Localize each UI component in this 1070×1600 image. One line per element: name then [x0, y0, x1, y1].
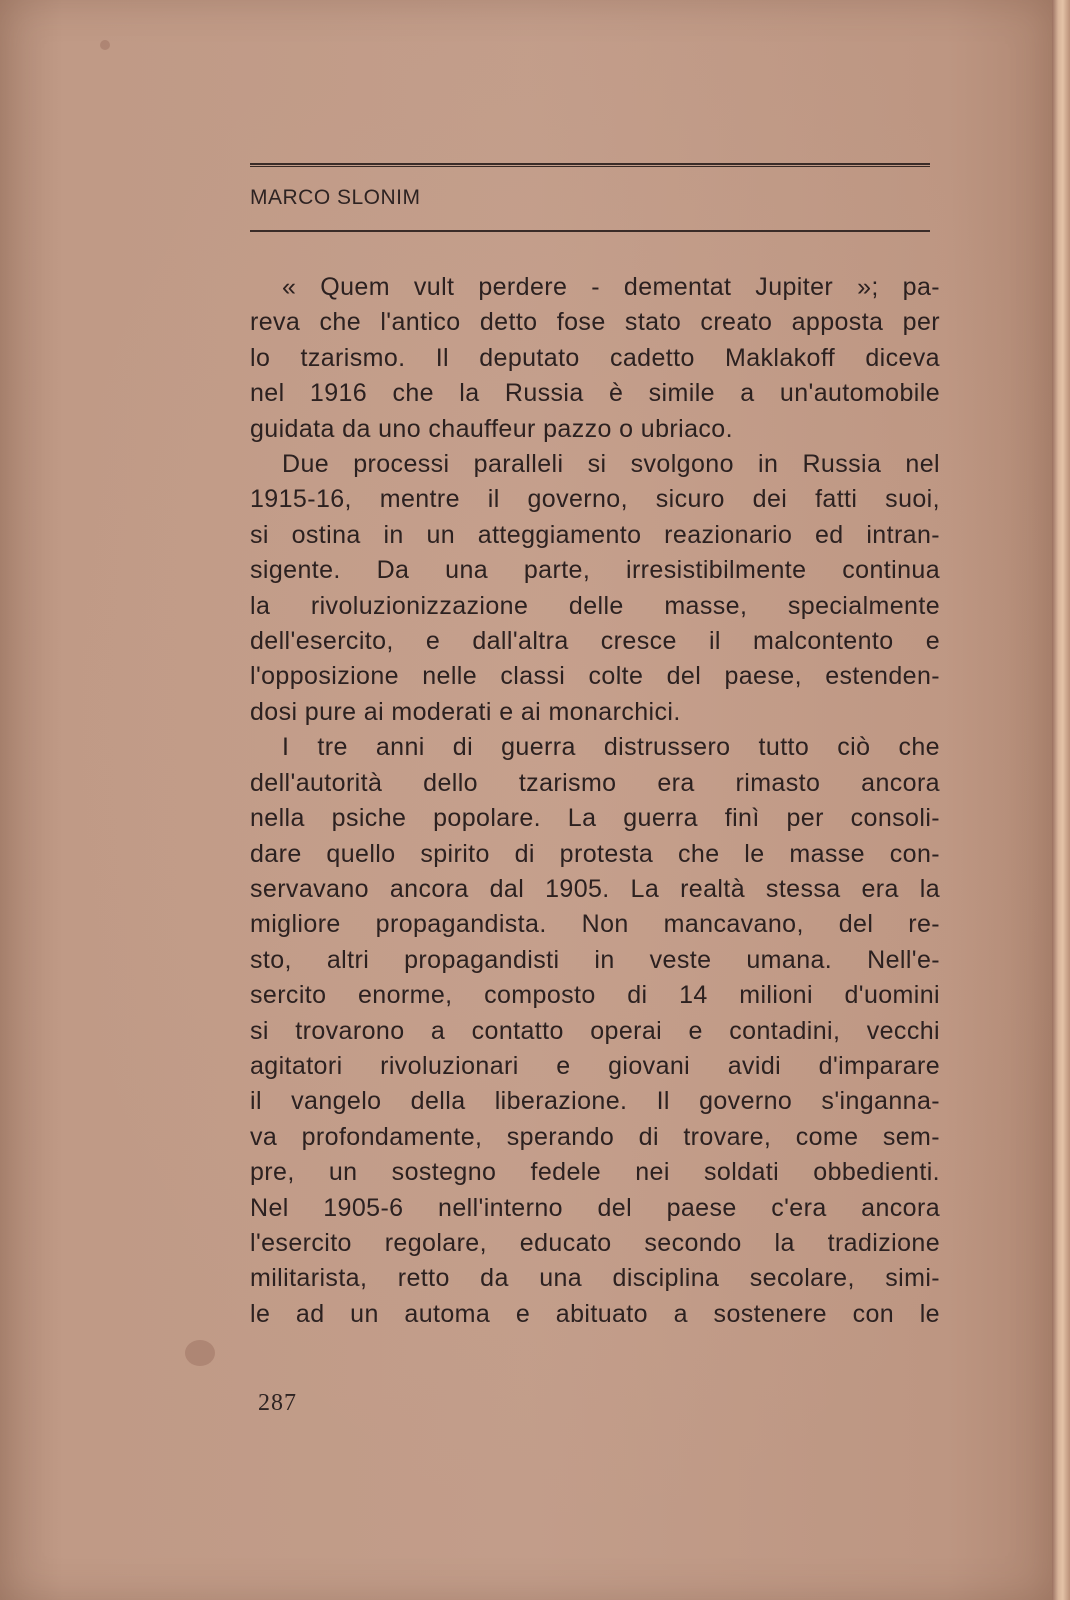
body-text — [250, 270, 940, 1332]
paper-stain — [100, 40, 110, 50]
text-line: pre, un sostegno fedele nei soldati obbedienti. — [250, 1158, 940, 1187]
text-line: si trovarono a contatto operai e contadini, vecchi — [250, 1016, 940, 1045]
text-line: I tre anni di guerra distrussero tutto ciò che — [282, 733, 940, 762]
paper-stain — [185, 1340, 215, 1366]
page-number: 287 — [258, 1390, 297, 1416]
page-edge — [1052, 0, 1070, 1600]
text-line: la rivoluzionizzazione delle masse, specialmente — [250, 591, 940, 620]
text-line: Due processi paralleli si svolgono in Russia nel — [282, 450, 940, 479]
text-line: dosi pure ai moderati e ai monarchici. — [250, 697, 681, 726]
text-line: l'opposizione nelle classi colte del paese, estenden- — [250, 662, 940, 691]
text-line: reva che l'antico detto fose stato creato apposta per — [250, 308, 940, 337]
text-line: guidata da uno chauffeur pazzo o ubriaco. — [250, 414, 733, 443]
text-line: servavano ancora dal 1905. La realtà stessa era la — [250, 874, 940, 903]
text-line: le ad un automa e abituato a sostenere con le — [250, 1299, 940, 1328]
text-line: il vangelo della liberazione. Il governo s'inganna- — [250, 1087, 940, 1116]
text-line: 1915-16, mentre il governo, sicuro dei fatti suoi, — [250, 485, 940, 514]
text-line: lo tzarismo. Il deputato cadetto Maklakoff diceva — [250, 343, 940, 372]
header-rule-top — [250, 163, 930, 167]
text-line: l'esercito regolare, educato secondo la tradizione — [250, 1228, 940, 1257]
text-line: Nel 1905-6 nell'interno del paese c'era ancora — [250, 1193, 940, 1222]
text-line: militarista, retto da una disciplina secolare, simi- — [250, 1264, 940, 1293]
text-line: nel 1916 che la Russia è simile a un'automobile — [250, 379, 940, 408]
text-line: agitatori rivoluzionari e giovani avidi d'imparare — [250, 1051, 940, 1080]
text-line: si ostina in un atteggiamento reazionario ed intran- — [250, 520, 940, 549]
text-line: sigente. Da una parte, irresistibilmente continua — [250, 556, 940, 585]
text-line: va profondamente, sperando di trovare, come sem- — [250, 1122, 940, 1151]
header-rule-bottom — [250, 230, 930, 232]
text-line: sto, altri propagandisti in veste umana. Nell'e- — [250, 945, 940, 974]
text-line: « Quem vult perdere - dementat Jupiter »; pa- — [282, 273, 940, 301]
text-line: dell'esercito, e dall'altra cresce il malcontento e — [250, 627, 940, 656]
text-line: nella psiche popolare. La guerra finì per consoli- — [250, 804, 940, 833]
text-line: dare quello spirito di protesta che le masse con- — [250, 839, 940, 868]
text-line: dell'autorità dello tzarismo era rimasto ancora — [250, 768, 940, 797]
text-line: migliore propagandista. Non mancavano, del re- — [250, 910, 940, 939]
running-head: MARCO SLONIM — [250, 186, 421, 209]
text-line: sercito enorme, composto di 14 milioni d'uomini — [250, 981, 940, 1010]
